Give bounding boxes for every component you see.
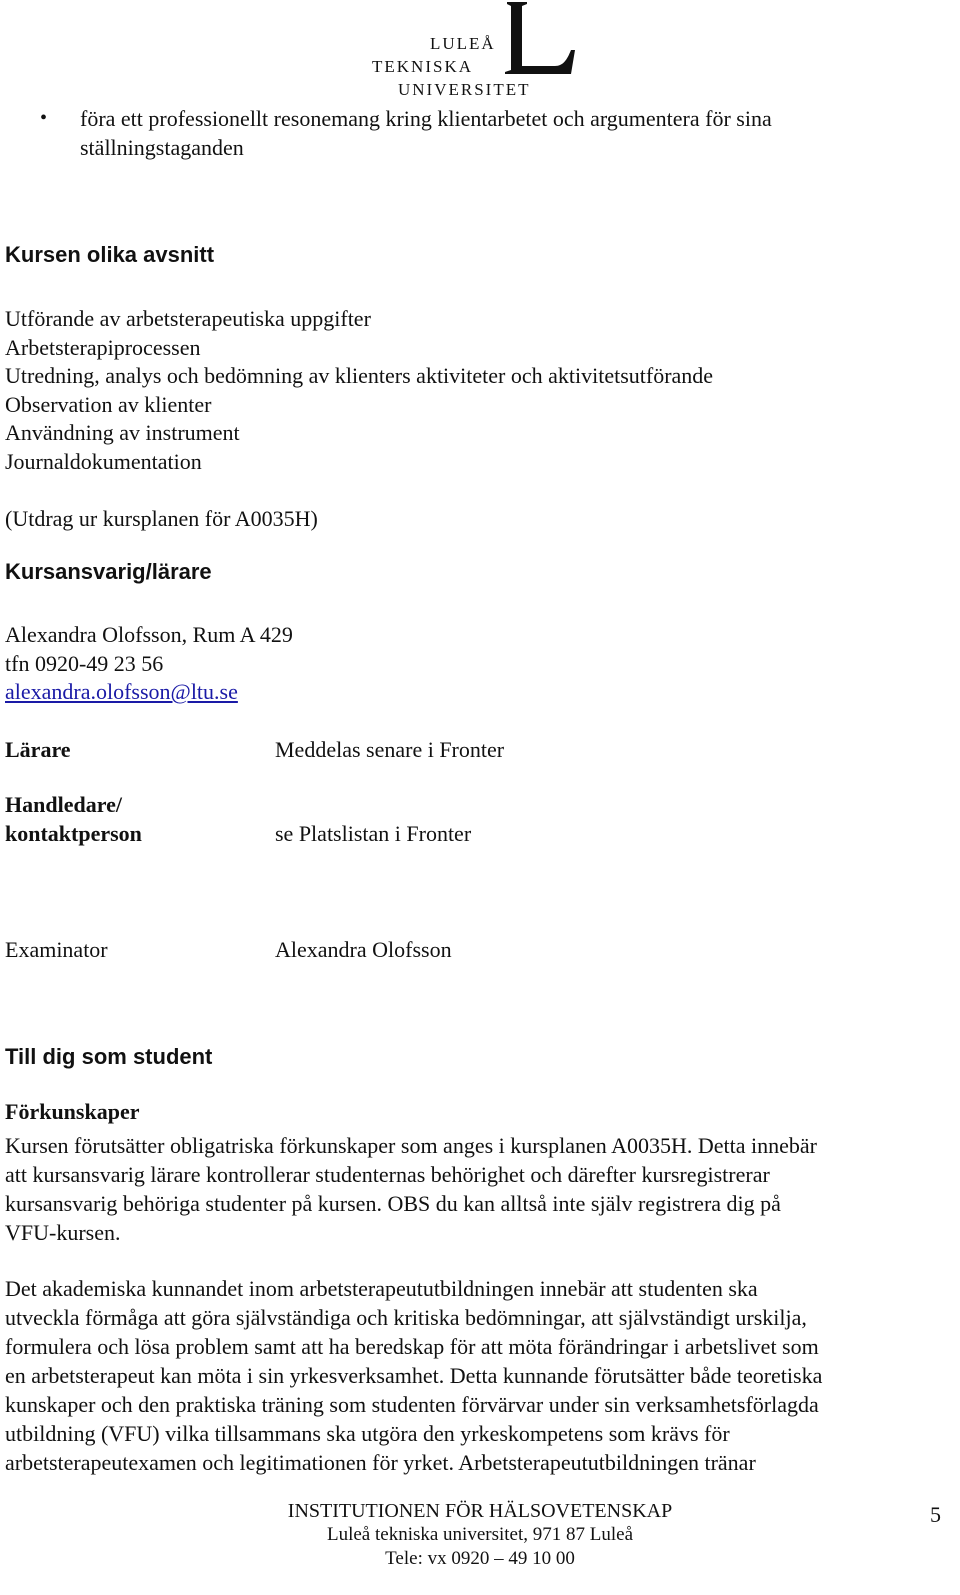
prerequisites-paragraph	[5, 1131, 930, 1247]
part-item: Utredning, analys och bedömning av klienters aktiviteter och aktivitetsutförande	[5, 363, 714, 388]
paragraph-line: VFU-kursen.	[5, 1220, 121, 1245]
section-heading-student: Till dig som student	[5, 1044, 213, 1069]
university-logo	[372, 0, 582, 100]
syllabus-excerpt-note: (Utdrag ur kursplanen för A0035H)	[5, 506, 318, 531]
footer-phone: Tele: vx 0920 – 49 10 00	[385, 1548, 575, 1569]
part-item: Arbetsterapiprocessen	[5, 335, 201, 360]
bullet-text-line: ställningstaganden	[80, 135, 244, 160]
paragraph-line: utbildning (VFU) vilka tillsammans ska utgöra den yrkeskompetens som krävs för	[5, 1421, 730, 1446]
section-heading-responsible: Kursansvarig/lärare	[5, 559, 212, 584]
paragraph-line: kunskaper och den praktiska träning som studenten förvärvar under sin verksamhetsförlagda	[5, 1392, 819, 1417]
logo-text-line2: TEKNISKA	[372, 57, 473, 76]
paragraph-line: utveckla förmåga att göra självständiga och kritiska bedömningar, att självständigt urskilja,	[5, 1305, 807, 1330]
responsible-phone: tfn 0920-49 23 56	[5, 651, 164, 676]
teacher-value: Meddelas senare i Fronter	[275, 737, 505, 762]
part-item: Journaldokumentation	[5, 449, 202, 474]
paragraph-line: Kursen förutsätter obligatriska förkunskaper som anges i kursplanen A0035H. Detta innebär	[5, 1133, 817, 1158]
examiner-label: Examinator	[5, 937, 108, 962]
logo-l-mark-icon	[497, 0, 577, 80]
supervisor-value: se Platslistan i Fronter	[275, 821, 472, 846]
paragraph-line: kursansvarig behöriga studenter på kursen. OBS du kan alltså inte själv registrera dig på	[5, 1191, 781, 1216]
part-item: Användning av instrument	[5, 420, 240, 445]
paragraph-line: en arbetsterapeut kan möta i sin yrkesverksamhet. Detta kunnande förutsätter både teoretiska	[5, 1363, 823, 1388]
logo-text-line3: UNIVERSITET	[398, 80, 531, 99]
supervisor-label-line1: Handledare/	[5, 792, 122, 817]
bullet-text-line: föra ett professionellt resonemang kring klientarbetet och argumentera för sina	[80, 106, 772, 131]
part-item: Observation av klienter	[5, 392, 212, 417]
bullet-dot-icon: •	[40, 107, 48, 129]
teacher-label: Lärare	[5, 737, 71, 762]
responsible-name-room: Alexandra Olofsson, Rum A 429	[5, 622, 293, 647]
paragraph-line: Det akademiska kunnandet inom arbetsterapeututbildningen innebär att studenten ska	[5, 1276, 758, 1301]
paragraph-line: att kursansvarig lärare kontrollerar studenternas behörighet och därefter kursregistrerar	[5, 1162, 770, 1187]
logo-text-line1: LULEÅ	[430, 34, 496, 53]
responsible-email-link[interactable]: alexandra.olofsson@ltu.se	[5, 679, 238, 704]
part-item: Utförande av arbetsterapeutiska uppgifter	[5, 306, 371, 331]
paragraph-line: formulera och lösa problem samt att ha beredskap för att möta förändringar i arbetslivet som	[5, 1334, 819, 1359]
footer-address: Luleå tekniska universitet, 971 87 Luleå	[326, 1524, 634, 1545]
paragraph-line: arbetsterapeutexamen och legitimationen för yrket. Arbetsterapeututbildningen tränar	[5, 1450, 756, 1475]
page-number: 5	[930, 1502, 941, 1527]
footer-institution: INSTITUTIONEN FÖR HÄLSOVETENSKAP	[287, 1500, 673, 1522]
section-heading-parts: Kursen olika avsnitt	[5, 242, 215, 267]
academic-knowledge-paragraph	[5, 1274, 930, 1477]
prerequisites-heading: Förkunskaper	[5, 1099, 140, 1124]
supervisor-label-line2: kontaktperson	[5, 821, 142, 846]
examiner-value: Alexandra Olofsson	[275, 937, 452, 962]
